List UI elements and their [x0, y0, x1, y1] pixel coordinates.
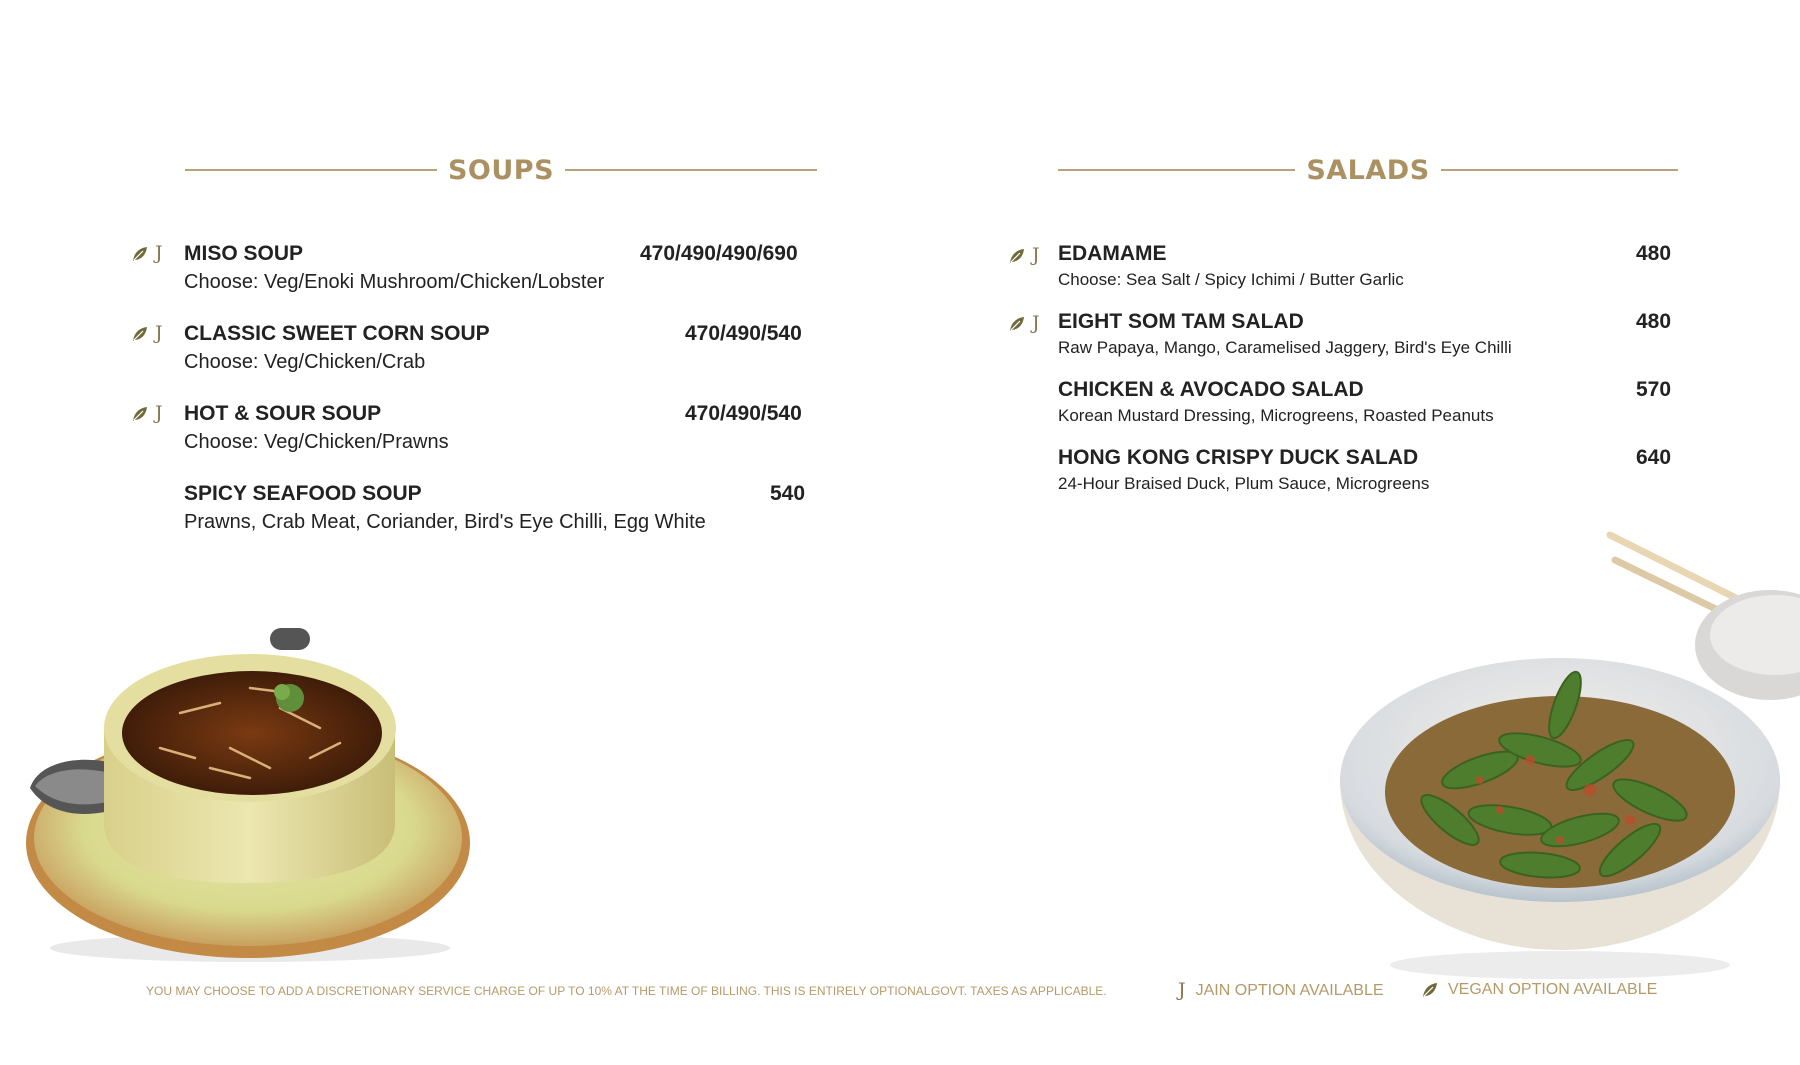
- item-desc: Raw Papaya, Mango, Caramelised Jaggery, Bird's Eye Chilli: [1058, 338, 1512, 357]
- jain-legend: [1178, 981, 1384, 1000]
- item-price: 480: [1636, 310, 1672, 333]
- item-name: EIGHT SOM TAM SALAD: [1058, 310, 1304, 333]
- soup-item-2: [184, 322, 490, 374]
- soup-item-4: [184, 482, 706, 534]
- jain-mark: J: [1178, 979, 1186, 1001]
- item-name: CHICKEN & AVOCADO SALAD: [1058, 378, 1364, 401]
- item-desc: Choose: Veg/Enoki Mushroom/Chicken/Lobster: [184, 271, 605, 293]
- item-desc: Korean Mustard Dressing, Microgreens, Roasted Peanuts: [1058, 406, 1494, 425]
- soup-item-1-price: [640, 242, 798, 266]
- jain-mark: J: [1032, 244, 1040, 266]
- salad-item-2-marks: [1009, 314, 1040, 333]
- salad-item-4: [1058, 446, 1429, 494]
- salad-item-1-price: [1636, 242, 1671, 266]
- item-price: 470/490/490/690: [640, 242, 798, 265]
- leaf-icon: [1009, 316, 1025, 332]
- soup-item-2-marks: [132, 324, 163, 343]
- item-name: HONG KONG CRISPY DUCK SALAD: [1058, 446, 1419, 469]
- soup-item-1: [184, 242, 604, 294]
- salad-item-1-marks: [1009, 246, 1040, 265]
- item-price: 480: [1636, 242, 1672, 265]
- soup-item-3-price: [685, 402, 802, 426]
- soups-section-title: [185, 150, 817, 190]
- item-price: 640: [1636, 446, 1672, 469]
- item-price: 470/490/540: [685, 402, 802, 425]
- salad-item-3-price: [1636, 378, 1671, 402]
- salads-heading: SALADS: [1306, 154, 1430, 186]
- leaf-icon: [1009, 248, 1025, 264]
- jain-legend-label: JAIN OPTION AVAILABLE: [1195, 981, 1384, 999]
- leaf-icon: [132, 406, 148, 422]
- item-desc: Choose: Veg/Chicken/Crab: [184, 351, 426, 373]
- item-name: HOT & SOUR SOUP: [184, 402, 382, 425]
- soups-heading: SOUPS: [447, 154, 555, 186]
- jain-mark: J: [155, 322, 163, 344]
- salad-item-3: [1058, 378, 1494, 426]
- title-rule-left: [1058, 169, 1295, 171]
- title-rule-left: [185, 169, 437, 171]
- item-name: SPICY SEAFOOD SOUP: [184, 482, 422, 505]
- jain-mark: J: [155, 402, 163, 424]
- soup-item-4-price: [770, 482, 805, 506]
- jain-mark: J: [1032, 312, 1040, 334]
- vegan-legend: [1422, 981, 1657, 999]
- soup-bowl-photo: [20, 618, 480, 968]
- item-desc: Prawns, Crab Meat, Coriander, Bird's Eye Chilli, Egg White: [184, 511, 706, 533]
- soup-item-3: [184, 402, 449, 454]
- item-desc: Choose: Veg/Chicken/Prawns: [184, 431, 449, 453]
- salads-section-title: [1058, 150, 1678, 190]
- title-rule-right: [1441, 169, 1678, 171]
- title-rule-right: [565, 169, 817, 171]
- leaf-icon: [132, 326, 148, 342]
- jain-mark: J: [155, 242, 163, 264]
- salad-item-1: [1058, 242, 1404, 290]
- item-price: 470/490/540: [685, 322, 802, 345]
- item-price: 540: [770, 482, 806, 505]
- item-name: EDAMAME: [1058, 242, 1167, 265]
- soup-item-1-marks: [132, 244, 163, 263]
- item-desc: 24-Hour Braised Duck, Plum Sauce, Microgreens: [1058, 474, 1430, 493]
- salad-item-2-price: [1636, 310, 1671, 334]
- soup-item-3-marks: [132, 404, 163, 423]
- service-charge-note: YOU MAY CHOOSE TO ADD A DISCRETIONARY SERVICE CHARGE OF UP TO 10% AT THE TIME OF BILLING. THIS IS ENTIRELY OPTIONAL.: [146, 984, 934, 998]
- item-name: MISO SOUP: [184, 242, 304, 265]
- item-name: CLASSIC SWEET CORN SOUP: [184, 322, 490, 345]
- edamame-bowl-photo: [1330, 530, 1800, 985]
- item-price: 570: [1636, 378, 1672, 401]
- item-desc: Choose: Sea Salt / Spicy Ichimi / Butter Garlic: [1058, 270, 1404, 289]
- salad-item-4-price: [1636, 446, 1671, 470]
- leaf-icon: [132, 246, 148, 262]
- leaf-icon: [1422, 982, 1438, 998]
- soup-item-2-price: [685, 322, 802, 346]
- tax-note: GOVT. TAXES AS APPLICABLE.: [931, 984, 1107, 998]
- salad-item-2: [1058, 310, 1512, 358]
- vegan-legend-label: VEGAN OPTION AVAILABLE: [1448, 981, 1658, 998]
